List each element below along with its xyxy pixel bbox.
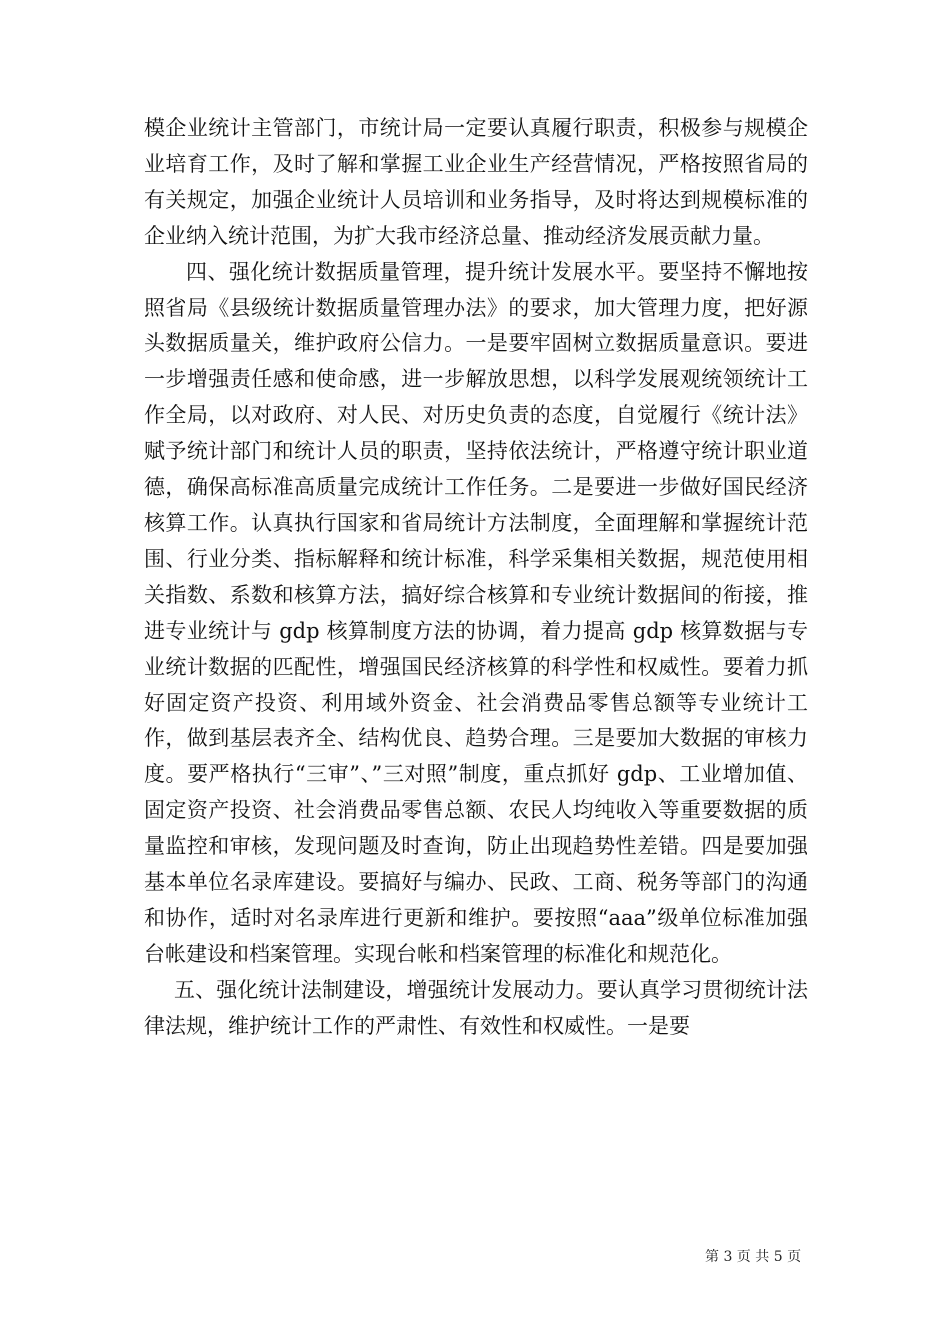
page-number-footer: 第 3 页 共 5 页 xyxy=(705,1249,802,1265)
paragraph-continuation: 模企业统计主管部门，市统计局一定要认真履行职责，积极参与规模企业培育工作，及时了解和掌握工业企业生产经营情况，严格按照省局的有关规定，加强企业统计人员培训和业务指导，及时将达到规模标准的企业纳入统计范围，为扩大我市经济总量、推动经济发展贡献力量。 xyxy=(144,116,808,248)
paragraph-section-five: 五、强化统计法制建设，增强统计发展动力。要认真学习贯彻统计法律法规，维护统计工作的严肃性、有效性和权威性。一是要 xyxy=(144,977,808,1038)
paragraph-section-four: 四、强化统计数据质量管理，提升统计发展水平。要坚持不懈地按照省局《县级统计数据质量管理办法》的要求，加大管理力度，把好源头数据质量关，维护政府公信力。一是要牢固树立数据质量意识。要进一步增强责任感和使命感，进一步解放思想，以科学发展观统领统计工作全局，以对政府、对人民、对历史负责的态度，自觉履行《统计法》赋予统计部门和统计人员的职责，坚持依法统计，严格遵守统计职业道德，确保高标准高质量完成统计工作任务。二是要进一步做好国民经济核算工作。认真执行国家和省局统计方法制度，全面理解和掌握统计范围、行业分类、指标解释和统计标准，科学采集相关数据，规范使用相关指数、系数和核算方法，搞好综合核算和专业统计数据间的衔接，推进专业统计与 gdp 核算制度方法的协调，着力提高 gdp 核算数据与专业统计数据的匹配性，增强国民经济核算的科学性和权威性。要着力抓好固定资产投资、利用域外资金、社会消费品零售总额等专业统计工作，做到基层表齐全、结构优良、趋势合理。三是要加大数据的审核力度。要严格执行“三审”、”三对照”制度，重点抓好 gdp、工业增加值、固定资产投资、社会消费品零售总额、农民人均纯收入等重要数据的质量监控和审核，发现问题及时查询，防止出现趋势性差错。四是要加强基本单位名录库建设。要搞好与编办、民政、工商、税务等部门的沟通和协作，适时对名录库进行更新和维护。要按照“aaa”级单位标准加强台帐建设和档案管理。实现台帐和档案管理的标准化和规范化。 xyxy=(144,259,808,966)
body-text xyxy=(144,111,808,1045)
